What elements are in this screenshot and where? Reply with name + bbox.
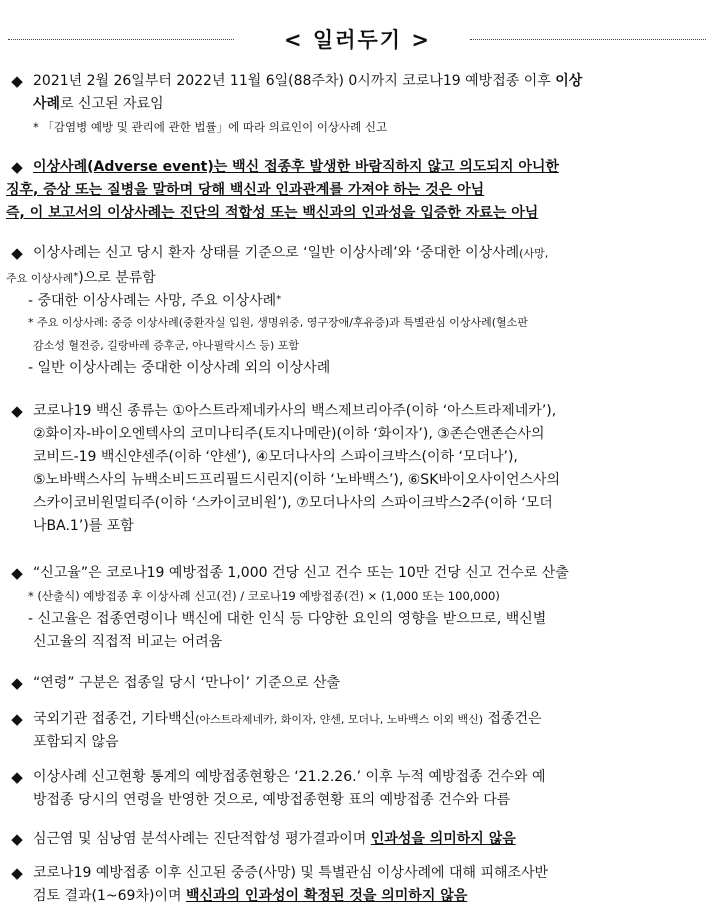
- item-small-text: (사망,: [519, 247, 549, 260]
- notice-item-definition: [6, 156, 710, 225]
- item-text: 국외기관 접종건, 기타백신: [33, 711, 196, 727]
- item-text: 방접종 당시의 연령을 반영한 것으로, 예방접종현황 표의 예방접종 건수와 다름: [33, 792, 511, 808]
- item-bold-underlined-text: 인과성을 의미하지 않음: [370, 831, 516, 847]
- diamond-bullet-icon: ◆: [11, 158, 23, 176]
- diamond-bullet-icon: ◆: [11, 564, 23, 582]
- notice-item-report-rate: [6, 562, 710, 654]
- footnote: 감소성 혈전증, 길랑바레 증후군, 아나필락시스 등) 포함: [33, 339, 300, 352]
- diamond-bullet-icon: ◆: [11, 244, 23, 262]
- item-text: 접종건은: [483, 711, 542, 727]
- item-text: 코로나19 예방접종 이후 신고된 중증(사망) 및 특별관심 이상사례에 대해 피해조사반: [33, 865, 549, 881]
- item-text: 포함되지 않음: [33, 734, 119, 750]
- item-text: ②화이자-바이오엔텍사의 코미나티주(토지나메란)(이하 ‘화이자’), ③존슨앤존슨사의: [33, 426, 545, 442]
- diamond-bullet-icon: ◆: [11, 830, 23, 848]
- item-text: 나BA.1’)를 포함: [33, 518, 134, 534]
- sub-item-text: 신고율의 직접적 비교는 어려움: [33, 634, 223, 650]
- notice-item-statistics: [6, 766, 710, 812]
- notice-item-myocarditis: [6, 828, 710, 851]
- footnote-marker: *: [276, 294, 282, 305]
- notice-item-investigation: [6, 862, 710, 908]
- footnote-marker: *: [73, 271, 79, 282]
- notice-item-excluded: [6, 708, 710, 754]
- item-bold-underlined-text: 징후, 증상 또는 질병을 말하며 당해 백신과 인과관계를 가져야 하는 것은 아님: [6, 182, 485, 198]
- sub-item-text: - 일반 이상사례는 중대한 이상사례 외의 이상사례: [28, 360, 331, 376]
- item-bold-underlined-text: 백신과의 인과성이 확정된 것을 의미하지 않음: [185, 888, 468, 904]
- item-text: 심근염 및 심낭염 분석사례는 진단적합성 평가결과이며: [33, 831, 371, 847]
- page-title: < 일러두기 >: [284, 28, 431, 52]
- diamond-bullet-icon: ◆: [11, 710, 23, 728]
- header: [0, 20, 715, 60]
- item-text: 2021년 2월 26일부터 2022년 11월 6일(88주차) 0시까지 코로나19 예방접종 이후: [33, 73, 556, 89]
- footnote: * 「감염병 예방 및 관리에 관한 법률」에 따라 의료인이 이상사례 신고: [33, 120, 388, 134]
- diamond-bullet-icon: ◆: [11, 864, 23, 882]
- item-text: ⑤노바백스사의 뉴백소비드프리필드시린지(이하 ‘노바백스’), ⑥SK바이오사이언스사의: [33, 472, 561, 488]
- item-bold-text: 사례: [33, 96, 61, 112]
- item-text: 코로나19 백신 종류는 ①아스트라제네카사의 백스제브리아주(이하 ‘아스트라제네카’),: [33, 403, 557, 419]
- item-text: 코비드-19 백신얀센주(이하 ‘얀센’), ④모더나사의 스파이크박스(이하 ‘모더나’),: [33, 449, 518, 465]
- item-text: 스카이코비원멀티주(이하 ‘스카이코비원’), ⑦모더나사의 스파이크박스2주(이하 ‘모더: [33, 495, 553, 511]
- item-bold-text: 이상: [555, 73, 583, 89]
- item-text: 로 신고된 자료임: [60, 96, 164, 112]
- notice-item-age: [6, 672, 710, 695]
- diamond-bullet-icon: ◆: [11, 768, 23, 786]
- diamond-bullet-icon: ◆: [11, 674, 23, 692]
- item-text: “연령” 구분은 접종일 당시 ‘만나이’ 기준으로 산출: [33, 675, 341, 691]
- item-bold-underlined-text: 즉, 이 보고서의 이상사례는 진단의 적합성 또는 백신과의 인과성을 입증한 자료는 아님: [6, 205, 539, 221]
- sub-item-text: - 중대한 이상사례는 사망, 주요 이상사례: [28, 293, 277, 309]
- item-small-text: (아스트라제네카, 화이자, 얀센, 모더나, 노바백스 이외 백신): [195, 713, 484, 726]
- notice-item-period: [6, 70, 710, 139]
- item-text: )으로 분류함: [78, 270, 156, 286]
- item-small-text: 주요 이상사례: [6, 272, 74, 285]
- header-rule-right: [470, 39, 706, 40]
- notice-item-classification: [6, 242, 710, 380]
- notice-item-vaccine-types: [6, 400, 710, 538]
- item-text: 이상사례 신고현황 통계의 예방접종현황은 ‘21.2.26.’ 이후 누적 예방접종 건수와 예: [33, 769, 546, 785]
- footnote: * 주요 이상사례: 중증 이상사례(중환자실 입원, 생명위중, 영구장애/후유증)과 특별관심 이상사례(혈소판: [28, 316, 528, 329]
- item-text: 이상사례는 신고 당시 환자 상태를 기준으로 ‘일반 이상사례’와 ‘중대한 이상사례: [33, 245, 520, 261]
- item-bold-underlined-text: 이상사례(Adverse event)는 백신 접종후 발생한 바람직하지 않고 의도되지 아니한: [33, 159, 559, 175]
- item-text: “신고율”은 코로나19 예방접종 1,000 건당 신고 건수 또는 10만 건당 신고 건수로 산출: [33, 565, 569, 581]
- item-text: 검토 결과(1~69차)이며: [33, 888, 186, 904]
- sub-item-text: - 신고율은 접종연령이나 백신에 대한 인식 등 다양한 요인의 영향을 받으므로, 백신별: [28, 611, 547, 627]
- footnote: * (산출식) 예방접종 후 이상사례 신고(건) / 코로나19 예방접종(건) × (1,000 또는 100,000): [28, 589, 500, 603]
- diamond-bullet-icon: ◆: [11, 72, 23, 90]
- diamond-bullet-icon: ◆: [11, 402, 23, 420]
